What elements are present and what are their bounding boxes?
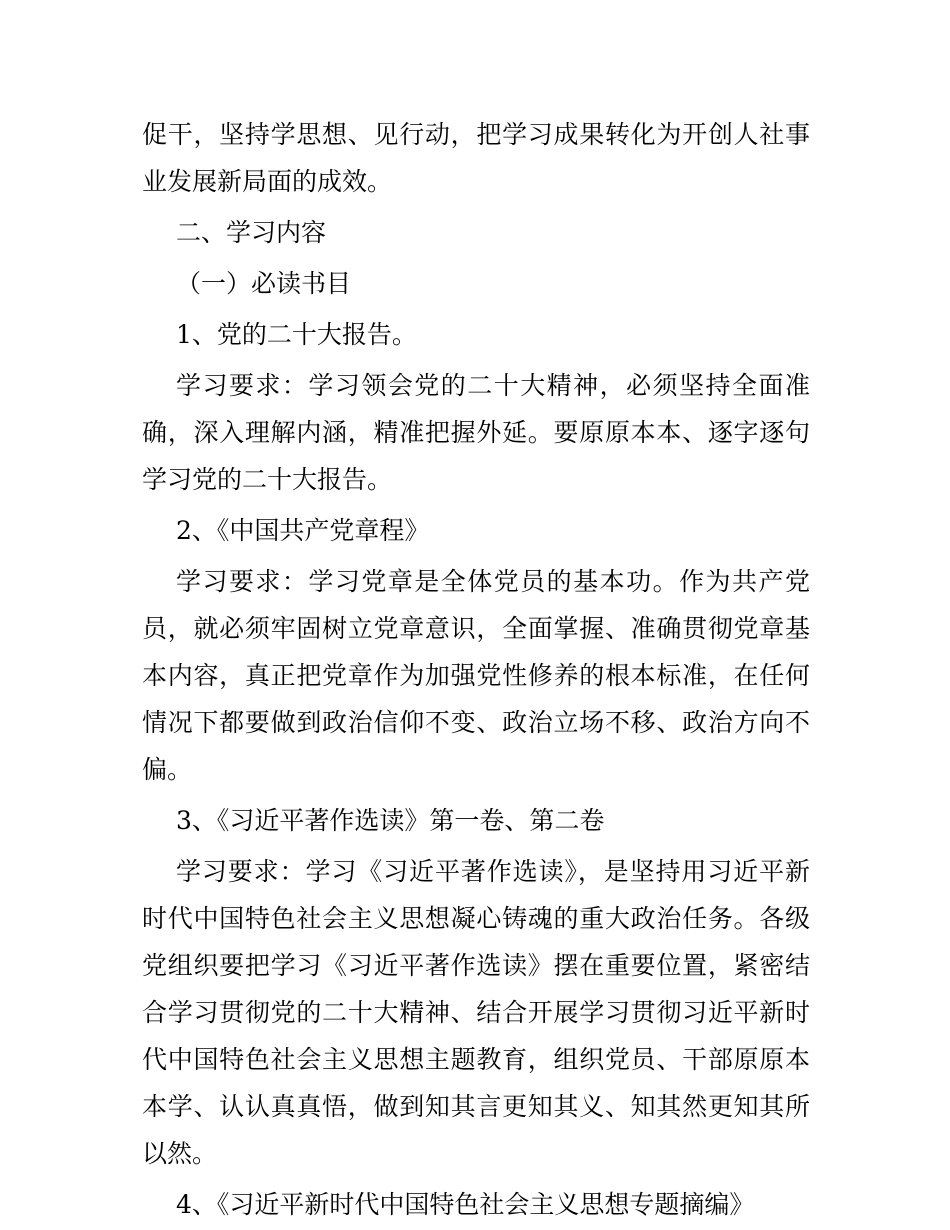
reading-item-2-title: 2、《中国共产党章程》	[176, 516, 430, 545]
section-heading-study-content: 二、学习内容	[176, 218, 327, 247]
reading-item-1-title: 1、党的二十大报告。	[176, 320, 417, 349]
subsection-heading-required-reading: （一）必读书目	[176, 269, 352, 298]
reading-item-4-title: 4、《习近平新时代中国特色社会主义思想专题摘编》	[176, 1190, 755, 1219]
document-body	[142, 111, 810, 1228]
reading-item-3-requirement: 学习要求：学习《习近平著作选读》，是坚持用习近平新时代中国特色社会主义思想凝心铸魂的重大政治任务。各级党组织要把学习《习近平著作选读》摆在重要位置，紧密结合学习贯彻党的二十大精神、结合开展学习贯彻习近平新时代中国特色社会主义思想主题教育，组织党员、干部原原本本学、认认真真悟，做到知其言更知其义、知其然更知其所以然。	[142, 857, 810, 1168]
reading-item-2-requirement: 学习要求：学习党章是全体党员的基本功。作为共产党员，就必须牢固树立党章意识，全面掌握、准确贯彻党章基本内容，真正把党章作为加强党性修养的根本标准，在任何情况下都要做到政治信仰不变、政治立场不移、政治方向不偏。	[142, 567, 810, 784]
reading-item-1-requirement: 学习要求：学习领会党的二十大精神，必须坚持全面准确，深入理解内涵，精准把握外延。要原原本本、逐字逐句学习党的二十大报告。	[142, 371, 810, 494]
paragraph-intro-continuation: 促干，坚持学思想、见行动，把学习成果转化为开创人社事业发展新局面的成效。	[142, 120, 810, 196]
reading-item-3-title: 3、《习近平著作选读》第一卷、第二卷	[176, 806, 605, 835]
